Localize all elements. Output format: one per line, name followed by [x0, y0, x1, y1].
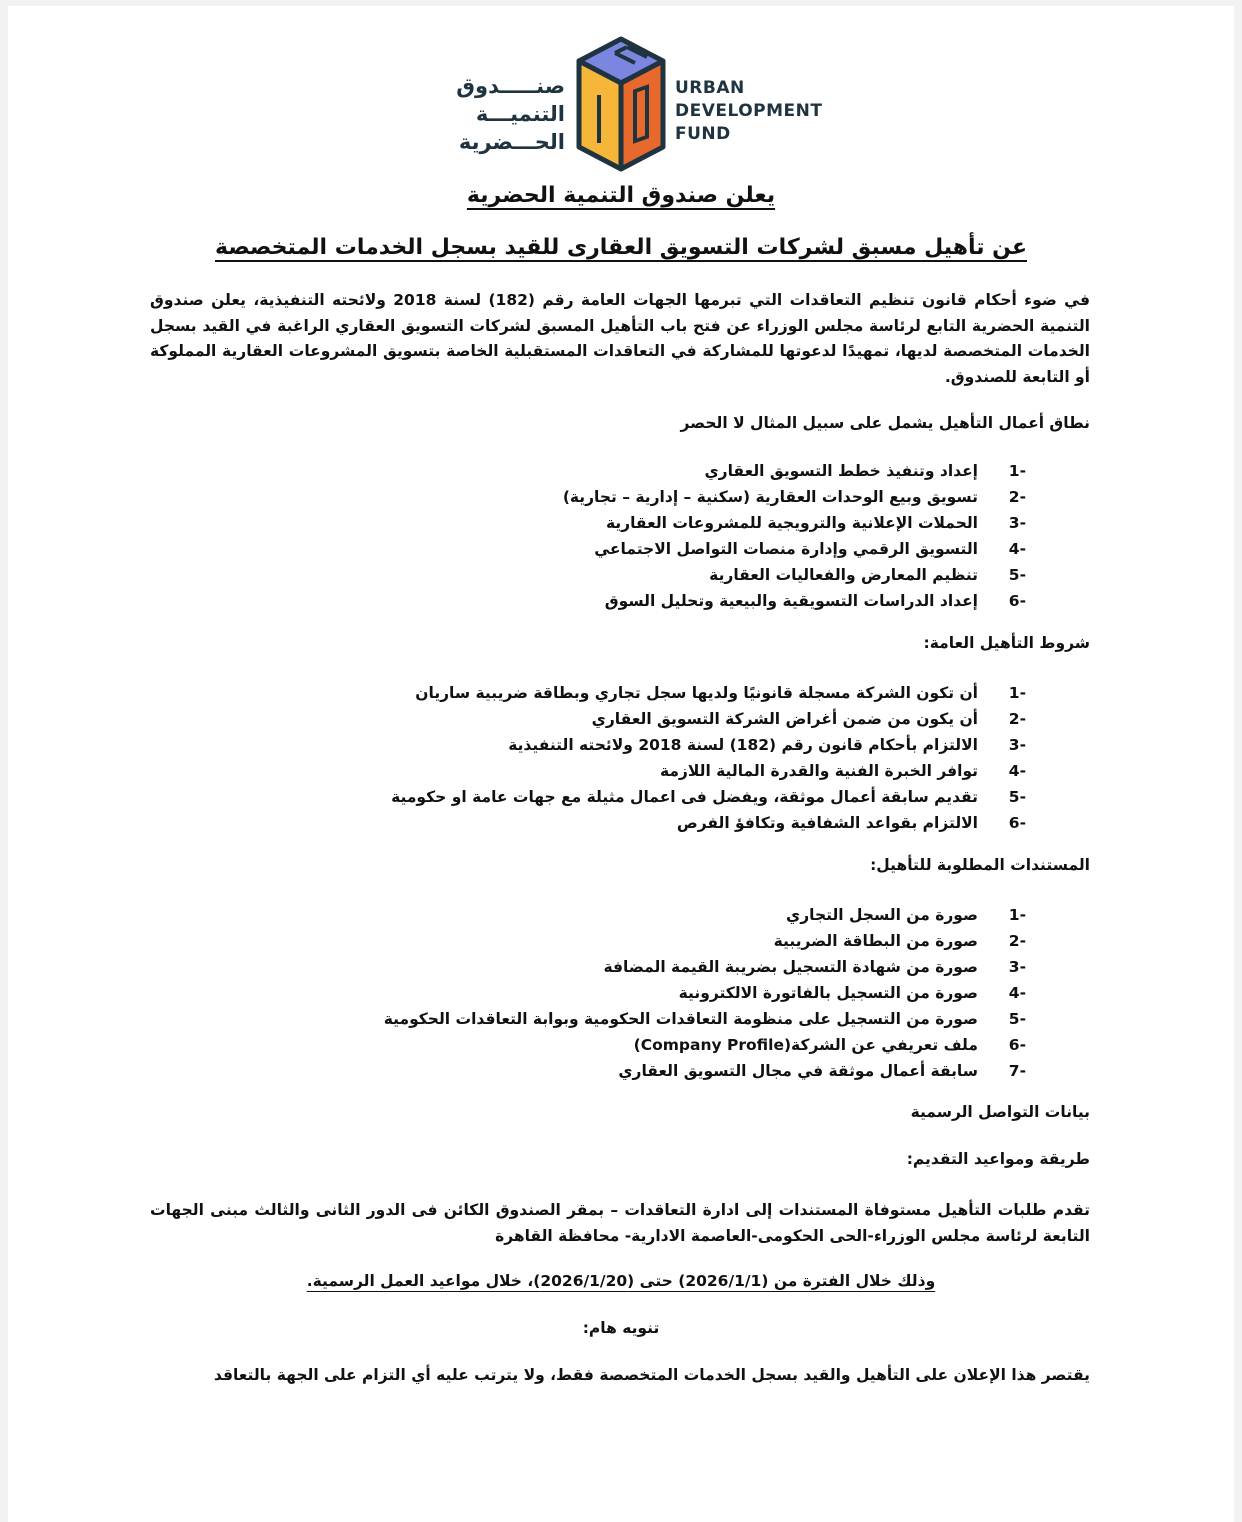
list-item: [563, 588, 1026, 614]
list-item: [384, 954, 1026, 980]
list-item: [391, 732, 1026, 758]
item-number: 6-: [1008, 592, 1026, 610]
item-text: التسويق الرقمي وإدارة منصات التواصل الاجتماعي: [594, 540, 978, 558]
item-number: 4-: [1008, 762, 1026, 780]
cube-logo-icon: [575, 35, 667, 175]
list-item: [563, 536, 1026, 562]
item-number: 4-: [1008, 540, 1026, 558]
conditions-heading: شروط التأهيل العامة:: [923, 634, 1090, 652]
list-item: [391, 680, 1026, 706]
notice-body: يقتصر هذا الإعلان على التأهيل والقيد بسجل الخدمات المتخصصة فقط، ولا يترتب عليه أي التزام على الجهة بالتعاقد: [213, 1366, 1090, 1384]
item-number: 7-: [1008, 1062, 1026, 1080]
item-text: تقديم سابقة أعمال موثقة، ويفضل فى اعمال مثيلة مع جهات عامة او حكومية: [391, 788, 978, 806]
item-text: الحملات الإعلانية والترويجية للمشروعات العقارية: [605, 514, 978, 532]
list-item: [384, 1058, 1026, 1084]
item-number: 1-: [1008, 906, 1026, 924]
item-number: 2-: [1008, 488, 1026, 506]
title-line-1: يعلن صندوق التنمية الحضرية: [466, 183, 776, 208]
item-text: تنظيم المعارض والفعاليات العقارية: [709, 566, 978, 584]
announcement-subtitle: [0, 235, 1242, 260]
notice-heading: تنويه هام:: [582, 1319, 660, 1337]
item-text: صورة من البطاقة الضريبية: [773, 932, 978, 950]
logo-english-name: [675, 77, 823, 146]
urban-development-fund-logo: [425, 35, 823, 175]
item-number: 6-: [1008, 814, 1026, 832]
item-text: تسويق وبيع الوحدات العقارية (سكنية – إدارية – تجارية): [562, 488, 978, 506]
item-text: صورة من التسجيل على منظومة التعاقدات الحكومية وبوابة التعاقدات الحكومية: [383, 1010, 978, 1028]
list-item: [391, 758, 1026, 784]
item-text-english: (Company Profile): [633, 1036, 792, 1054]
item-number: 5-: [1008, 1010, 1026, 1028]
conditions-list: [391, 680, 1026, 836]
list-item: [384, 1006, 1026, 1032]
title-line-2: عن تأهيل مسبق لشركات التسويق العقارى للقيد بسجل الخدمات المتخصصة: [214, 235, 1027, 260]
item-number: 6-: [1008, 1036, 1026, 1054]
scope-heading: نطاق أعمال التأهيل يشمل على سبيل المثال لا الحصر: [680, 414, 1090, 432]
item-text: توافر الخبرة الفنية والقدرة المالية اللازمة: [659, 762, 978, 780]
list-item: [384, 902, 1026, 928]
item-number: 2-: [1008, 710, 1026, 728]
logo-english-line: URBAN: [675, 78, 745, 98]
item-text: صورة من السجل التجاري: [786, 906, 978, 924]
item-text: صورة من التسجيل بالفاتورة الالكترونية: [678, 984, 978, 1002]
item-number: 5-: [1008, 788, 1026, 806]
list-item: [391, 810, 1026, 836]
application-period-text: وذلك خلال الفترة من (2026/1/1) حتى (2026/1/20)، خلال مواعيد العمل الرسمية.: [306, 1272, 936, 1290]
item-text: إعداد وتنفيذ خطط التسويق العقاري: [704, 462, 978, 480]
list-item: [563, 458, 1026, 484]
item-text: الالتزام بأحكام قانون رقم (182) لسنة 2018 ولائحته التنفيذية: [508, 736, 978, 754]
logo-arabic-line: التنميـــة: [475, 102, 565, 126]
item-text: الالتزام بقواعد الشفافية وتكافؤ الفرص: [676, 814, 978, 832]
item-text: أن تكون الشركة مسجلة قانونيًا ولديها سجل تجاري وبطاقة ضريبية ساريان: [415, 684, 978, 702]
list-item: [563, 562, 1026, 588]
logo-english-line: FUND: [675, 124, 731, 144]
item-number: 4-: [1008, 984, 1026, 1002]
item-number: 3-: [1008, 736, 1026, 754]
item-number: 1-: [1008, 684, 1026, 702]
item-text: إعداد الدراسات التسويقية والبيعية وتحليل السوق: [604, 592, 978, 610]
announcement-title: [0, 183, 1242, 208]
application-heading: طريقة ومواعيد التقديم:: [906, 1150, 1090, 1168]
item-text: أن يكون من ضمن أغراض الشركة التسويق العقاري: [591, 710, 978, 728]
item-text-arabic: ملف تعريفي عن الشركة: [791, 1036, 978, 1054]
item-number: 2-: [1008, 932, 1026, 950]
documents-heading: المستندات المطلوبة للتأهيل:: [870, 856, 1090, 874]
item-text: سابقة أعمال موثقة في مجال التسويق العقاري: [618, 1062, 978, 1080]
list-item: [384, 928, 1026, 954]
logo-english-line: DEVELOPMENT: [675, 101, 823, 121]
list-item: [391, 706, 1026, 732]
application-period: [0, 1272, 1242, 1290]
item-number: 3-: [1008, 514, 1026, 532]
list-item: [563, 484, 1026, 510]
scope-list: [563, 458, 1026, 614]
item-number: 1-: [1008, 462, 1026, 480]
list-item: [391, 784, 1026, 810]
item-text: صورة من شهادة التسجيل بضريبة القيمة المضافة: [603, 958, 978, 976]
list-item: [563, 510, 1026, 536]
logo-arabic-name: [435, 72, 565, 156]
intro-paragraph: في ضوء أحكام قانون تنظيم التعاقدات التي تبرمها الجهات العامة رقم (182) لسنة 2018 ولائحته التنفيذية، يعلن صندوق التنمية الحضرية التابع لرئاسة مجلس الوزراء عن فتح باب التأهيل المسبق لشركات التسويق العقاري الراغبة في القيد بسجل الخدمات المتخصصة لديها، تمهيدًا لدعوتها للمشاركة في التعاقدات المستقبلية الخاصة بتسويق المشروعات العقارية المملوكة أو التابعة للصندوق.: [150, 291, 1090, 386]
logo-arabic-line: الحـــضرية: [458, 130, 565, 154]
logo-arabic-line: صنـــــدوق: [456, 74, 565, 98]
contact-heading: بيانات التواصل الرسمية: [910, 1103, 1090, 1121]
item-number: 3-: [1008, 958, 1026, 976]
item-text: [634, 1032, 990, 1058]
application-paragraph: تقدم طلبات التأهيل مستوفاة المستندات إلى ادارة التعاقدات – بمقر الصندوق الكائن فى الدور الثانى والثالث مبنى الجهات التابعة لرئاسة مجلس الوزراء-الحى الحكومى-العاصمة الادارية- محافظة القاهرة: [150, 1201, 1090, 1245]
item-number: 5-: [1008, 566, 1026, 584]
documents-list: [384, 902, 1026, 1084]
list-item: [384, 980, 1026, 1006]
list-item: [384, 1032, 1026, 1058]
